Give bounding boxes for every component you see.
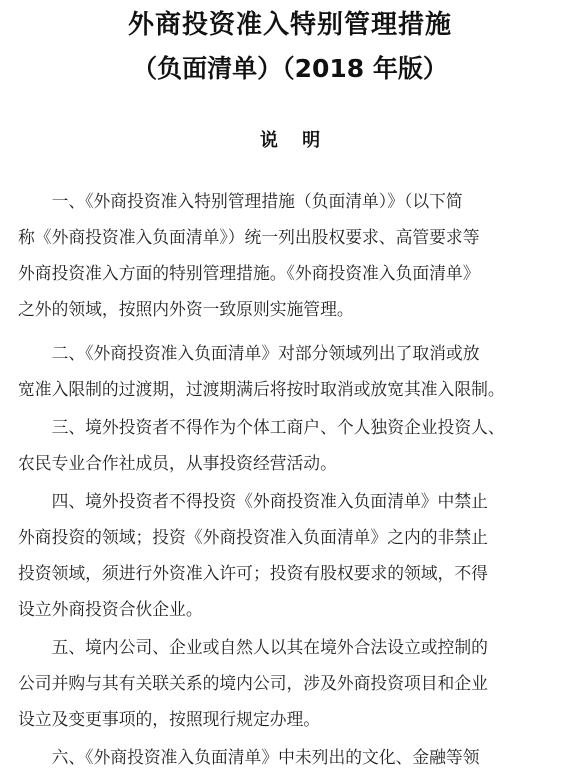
paragraph-line: 外商投资准入方面的特别管理措施。《外商投资准入负面清单》 [18,263,480,283]
paragraph-line: 投资领域，须进行外资准入许可；投资有股权要求的领域，不得 [18,563,488,583]
paragraph-line: 称《外商投资准入负面清单》）统一列出股权要求、高管要求等 [18,227,480,247]
paragraph-line: 六、《外商投资准入负面清单》中未列出的文化、金融等领 [18,747,480,767]
paragraph-line: 农民专业合作社成员，从事投资经营活动。 [18,453,337,473]
paragraph-line: 设立外商投资合伙企业。 [18,599,203,619]
paragraph-line: 二、《外商投资准入负面清单》对部分领域列出了取消或放 [18,343,480,363]
section-heading: 说 明 [259,130,321,151]
paragraph-line: 设立及变更事项的，按照现行规定办理。 [18,709,321,729]
document-title: 外商投资准入特别管理措施 [127,10,452,40]
paragraph-line: 外商投资的领域；投资《外商投资准入负面清单》之内的非禁止 [18,527,488,547]
paragraph-line: 公司并购与其有关联关系的境内公司，涉及外商投资项目和企业 [18,673,488,693]
paragraph-line: 三、境外投资者不得作为个体工商户、个人独资企业投资人、 [18,417,505,437]
paragraph-line: 一、《外商投资准入特别管理措施（负面清单）》（以下简 [18,191,463,211]
paragraph-line: 之外的领域，按照内外资一致原则实施管理。 [18,299,354,319]
document-subtitle: （负面清单）（2018 年版） [132,54,448,83]
paragraph-line: 五、境内公司、企业或自然人以其在境外合法设立或控制的 [18,637,488,657]
paragraph-line: 四、境外投资者不得投资《外商投资准入负面清单》中禁止 [18,491,488,511]
paragraph-line: 宽准入限制的过渡期，过渡期满后将按时取消或放宽其准入限制。 [18,379,505,399]
